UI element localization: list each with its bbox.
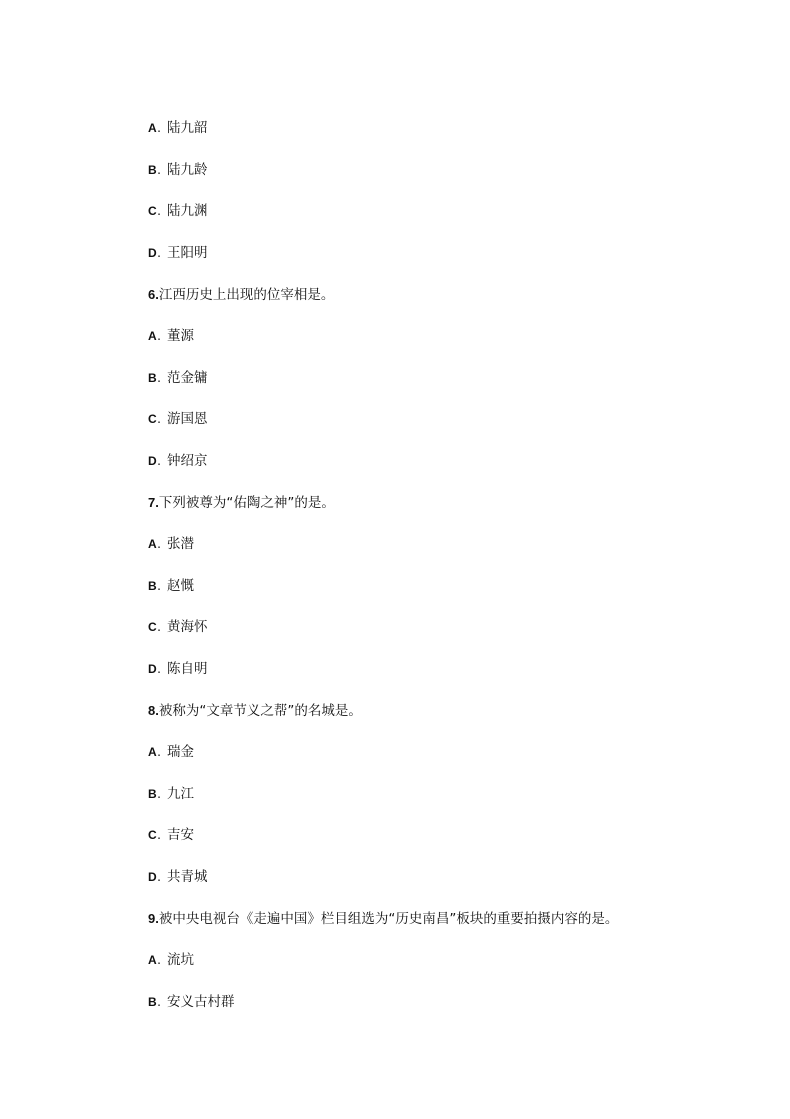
option-text: 董源	[167, 328, 194, 344]
option-separator: .	[157, 787, 161, 801]
option-letter: B	[148, 371, 158, 385]
option-q5-a	[148, 119, 208, 137]
option-separator: .	[157, 454, 161, 468]
option-separator: .	[157, 329, 161, 343]
option-letter: C	[148, 412, 158, 426]
question-8	[148, 702, 362, 720]
option-q8-b	[148, 785, 194, 803]
option-text: 陆九渊	[167, 203, 208, 219]
question-6	[148, 286, 334, 304]
option-text: 范金镛	[167, 370, 208, 386]
option-text: 吉安	[167, 827, 194, 843]
option-letter: B	[148, 787, 158, 801]
option-letter: D	[148, 662, 158, 676]
option-separator: .	[157, 246, 161, 260]
option-q7-a	[148, 535, 194, 553]
option-separator: .	[157, 121, 161, 135]
option-separator: .	[157, 620, 161, 634]
option-separator: .	[157, 828, 161, 842]
option-q6-c	[148, 410, 208, 428]
option-separator: .	[157, 412, 161, 426]
question-number: 7.	[148, 495, 159, 510]
option-q8-a	[148, 743, 194, 761]
option-text: 流坑	[167, 952, 194, 968]
question-text: 下列被尊为“佑陶之神”的是。	[158, 495, 335, 511]
option-text: 黄海怀	[167, 619, 208, 635]
option-q7-c	[148, 618, 208, 636]
question-text: 被中央电视台《走遍中国》栏目组选为“历史南昌”板块的重要拍摄内容的是。	[158, 911, 619, 927]
option-text: 陆九韶	[167, 120, 208, 136]
option-text: 游国恩	[167, 411, 208, 427]
option-q7-d	[148, 660, 208, 678]
option-text: 赵慨	[167, 578, 194, 594]
option-separator: .	[157, 163, 161, 177]
option-letter: A	[148, 953, 158, 967]
question-7	[148, 494, 335, 512]
option-separator: .	[157, 953, 161, 967]
option-separator: .	[157, 870, 161, 884]
option-text: 陆九龄	[167, 162, 208, 178]
option-letter: D	[148, 870, 158, 884]
option-separator: .	[157, 745, 161, 759]
option-q6-b	[148, 369, 208, 387]
option-q6-d	[148, 452, 208, 470]
option-separator: .	[157, 662, 161, 676]
option-letter: B	[148, 579, 158, 593]
option-text: 共青城	[167, 869, 208, 885]
option-q9-b	[148, 993, 235, 1011]
option-letter: B	[148, 995, 158, 1009]
option-text: 九江	[167, 786, 194, 802]
question-number: 9.	[148, 911, 159, 926]
option-letter: C	[148, 828, 158, 842]
option-letter: C	[148, 620, 158, 634]
option-separator: .	[157, 537, 161, 551]
option-text: 陈自明	[167, 661, 208, 677]
option-letter: A	[148, 537, 158, 551]
option-q5-d	[148, 244, 208, 262]
option-letter: D	[148, 454, 158, 468]
option-text: 安义古村群	[167, 994, 235, 1010]
option-separator: .	[157, 371, 161, 385]
option-q8-d	[148, 868, 208, 886]
question-text: 被称为“文章节义之帮”的名城是。	[158, 703, 362, 719]
option-letter: C	[148, 204, 158, 218]
question-number: 8.	[148, 703, 159, 718]
question-9	[148, 910, 618, 928]
option-q8-c	[148, 826, 194, 844]
question-text: 江西历史上出现的位宰相是。	[158, 287, 335, 303]
option-letter: A	[148, 121, 158, 135]
option-letter: D	[148, 246, 158, 260]
option-text: 钟绍京	[167, 453, 208, 469]
question-number: 6.	[148, 287, 159, 302]
option-letter: B	[148, 163, 158, 177]
option-separator: .	[157, 995, 161, 1009]
option-separator: .	[157, 579, 161, 593]
option-text: 张潜	[167, 536, 194, 552]
option-q7-b	[148, 577, 194, 595]
option-q5-c	[148, 202, 208, 220]
option-q5-b	[148, 161, 208, 179]
option-text: 王阳明	[167, 245, 208, 261]
option-q6-a	[148, 327, 194, 345]
option-q9-a	[148, 951, 194, 969]
option-separator: .	[157, 204, 161, 218]
option-letter: A	[148, 329, 158, 343]
option-letter: A	[148, 745, 158, 759]
option-text: 瑞金	[167, 744, 194, 760]
